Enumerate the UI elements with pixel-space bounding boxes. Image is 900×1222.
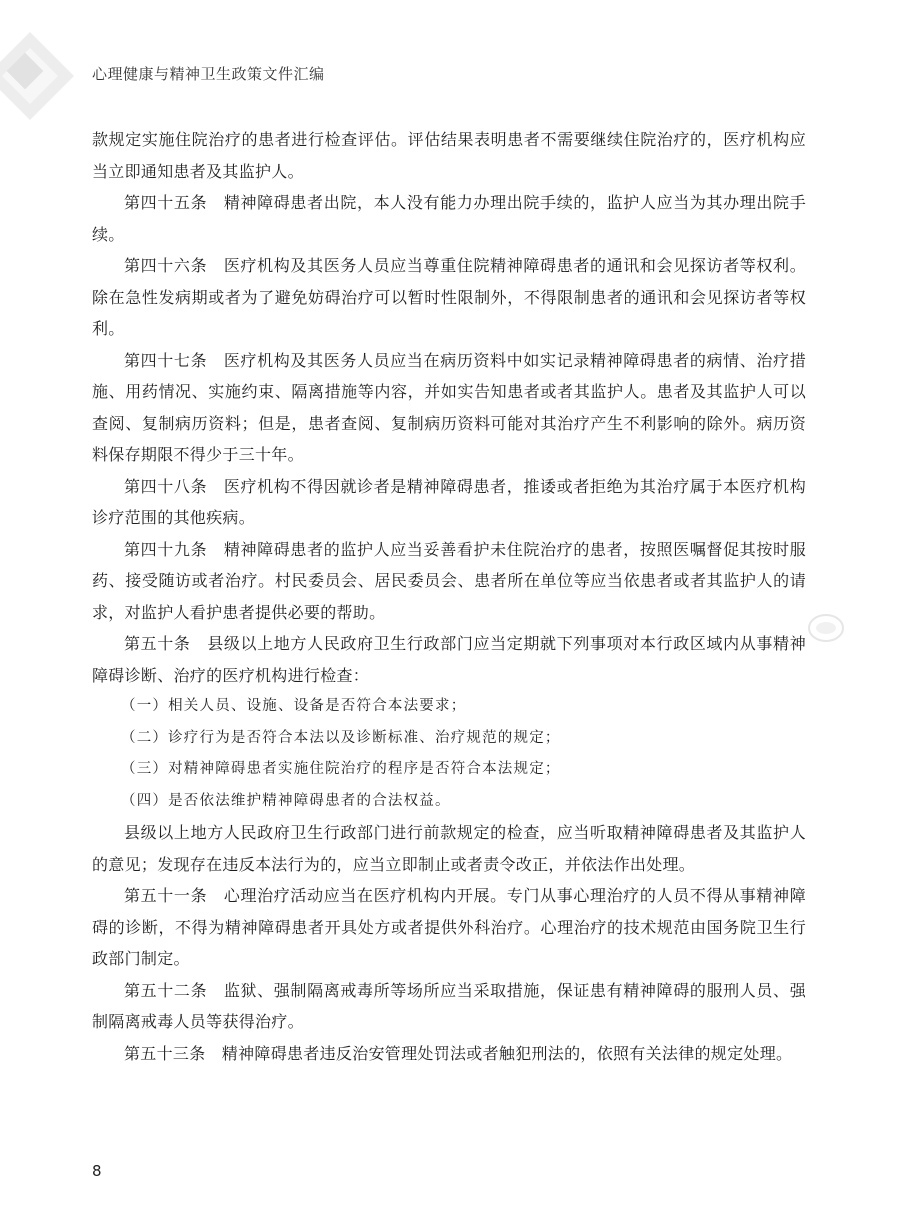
article-45: 第四十五条 精神障碍患者出院，本人没有能力办理出院手续的，监护人应当为其办理出院手续。 (92, 193, 806, 244)
article-46: 第四十六条 医疗机构及其医务人员应当尊重住院精神障碍患者的通讯和会见探访者等权利。除在急性发病期或者为了避免妨碍治疗可以暂时性限制外，不得限制患者的通讯和会见探访者等权利。 (92, 256, 806, 338)
article-body (92, 124, 806, 1069)
edge-watermark-icon (806, 608, 846, 648)
list-item: （四）是否依法维护精神障碍患者的合法权益。 (121, 792, 451, 809)
paragraph: 县级以上地方人民政府卫生行政部门进行前款规定的检查，应当听取精神障碍患者及其监护人的意见；发现存在违反本法行为的，应当立即制止或者责令改正，并依法作出处理。 (92, 823, 806, 874)
running-header: 心理健康与精神卫生政策文件汇编 (92, 65, 325, 83)
article-48: 第四十八条 医疗机构不得因就诊者是精神障碍患者，推诿或者拒绝为其治疗属于本医疗机构诊疗范围的其他疾病。 (92, 476, 806, 527)
article-47: 第四十七条 医疗机构及其医务人员应当在病历资料中如实记录精神障碍患者的病情、治疗措施、用药情况、实施约束、隔离措施等内容，并如实告知患者或者其监护人。患者及其监护人可以查阅、复制病历资料；但是，患者查阅、复制病历资料可能对其治疗产生不利影响的除外。病历资料保存期限不得少于三十年。 (92, 350, 806, 464)
list-item: （三）对精神障碍患者实施住院治疗的程序是否符合本法规定； (121, 761, 561, 777)
article-52: 第五十二条 监狱、强制隔离戒毒所等场所应当采取措施，保证患有精神障碍的服刑人员、强制隔离戒毒人员等获得治疗。 (92, 980, 806, 1031)
publisher-logo-icon (0, 28, 78, 124)
paragraph: 款规定实施住院治疗的患者进行检查评估。评估结果表明患者不需要继续住院治疗的，医疗机构应当立即通知患者及其监护人。 (92, 130, 806, 181)
article-49: 第四十九条 精神障碍患者的监护人应当妥善看护未住院治疗的患者，按照医嘱督促其按时服药、接受随访或者治疗。村民委员会、居民委员会、患者所在单位等应当依患者或者其监护人的请求，对监护人看护患者提供必要的帮助。 (92, 539, 806, 622)
page-number: 8 (92, 1162, 102, 1180)
article-50: 第五十条 县级以上地方人民政府卫生行政部门应当定期就下列事项对本行政区域内从事精神障碍诊断、治疗的医疗机构进行检查： (92, 634, 806, 685)
article-53: 第五十三条 精神障碍患者违反治安管理处罚法或者触犯刑法的，依照有关法律的规定处理。 (124, 1043, 793, 1063)
article-51: 第五十一条 心理治疗活动应当在医疗机构内开展。专门从事心理治疗的人员不得从事精神障碍的诊断，不得为精神障碍患者开具处方或者提供外科治疗。心理治疗的技术规范由国务院卫生行政部门制定。 (92, 886, 806, 968)
list-item: （一）相关人员、设施、设备是否符合本法要求； (121, 698, 467, 714)
list-item: （二）诊疗行为是否符合本法以及诊断标准、治疗规范的规定； (121, 729, 561, 746)
